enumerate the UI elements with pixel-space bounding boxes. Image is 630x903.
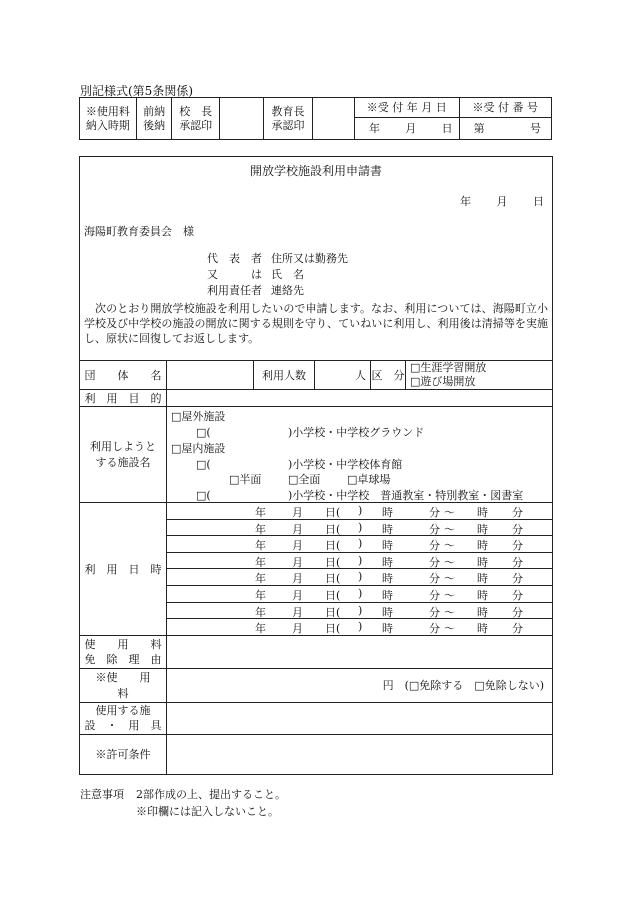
datetime-mi1: 分: [429, 588, 440, 602]
conditions-label: ※許可条件: [80, 734, 167, 774]
fee-field[interactable]: [167, 668, 553, 702]
datetime-p: ): [358, 537, 363, 551]
datetime-y: 年: [255, 555, 266, 569]
datetime-mi1: 分: [429, 605, 440, 619]
datetime-tilde: ～: [444, 622, 455, 636]
conditions-field[interactable]: [167, 734, 553, 774]
count-label: 利用人数: [254, 361, 315, 390]
datetime-row[interactable]: [167, 586, 552, 603]
datetime-m: 月: [292, 588, 303, 602]
datetime-mi2: 分: [512, 539, 523, 553]
exempt-reason-field[interactable]: [167, 635, 553, 668]
application-date[interactable]: 年 月 日: [460, 195, 544, 208]
datetime-h2: 時: [477, 622, 488, 636]
datetime-mi2: 分: [512, 555, 523, 569]
datetime-y: 年: [255, 605, 266, 619]
datetime-h1: 時: [382, 622, 393, 636]
datetime-d: 日(: [325, 588, 341, 602]
datetime-m: 月: [292, 506, 303, 519]
datetime-y: 年: [255, 522, 266, 536]
purpose-field[interactable]: [167, 390, 553, 407]
datetime-y: 年: [255, 572, 266, 586]
datetime-d: 日(: [325, 539, 341, 553]
datetime-d: 日(: [325, 572, 341, 586]
datetime-tilde: ～: [444, 572, 455, 586]
form-title: 開放学校施設利用申請書: [249, 164, 382, 178]
note-item-2: ※印欄には記入しないこと。: [136, 805, 279, 818]
table-tennis-checkbox[interactable]: □卓球場: [347, 472, 391, 486]
datetime-field[interactable]: [167, 503, 553, 636]
receipt-no-label: ※受 付 番 号: [459, 98, 551, 118]
datetime-p: ): [358, 570, 363, 584]
datetime-mi1: 分: [429, 555, 440, 569]
facility-field[interactable]: [167, 407, 553, 503]
datetime-mi1: 分: [429, 539, 440, 553]
datetime-tilde: ～: [444, 522, 455, 536]
division-options[interactable]: [406, 361, 553, 390]
datetime-row[interactable]: [167, 619, 552, 635]
datetime-y: 年: [255, 506, 266, 519]
addressee: 海陽町教育委員会 様: [84, 225, 194, 238]
gym-open[interactable]: □(: [196, 457, 211, 471]
gym-close: )小学校・中学校体育館: [288, 457, 403, 471]
datetime-row[interactable]: [167, 569, 552, 586]
edu-stamp-box[interactable]: [313, 98, 355, 140]
datetime-d: 日(: [325, 605, 341, 619]
datetime-m: 月: [292, 539, 303, 553]
fee-label: ※使 用 料: [80, 668, 167, 702]
datetime-h2: 時: [477, 522, 488, 536]
count-field[interactable]: 人: [315, 361, 371, 390]
playground-checkbox[interactable]: □遊び場開放: [410, 375, 476, 388]
datetime-h1: 時: [382, 555, 393, 569]
division-label: 区 分: [371, 361, 406, 390]
datetime-mi2: 分: [512, 506, 523, 519]
datetime-m: 月: [292, 522, 303, 536]
datetime-mi2: 分: [512, 605, 523, 619]
datetime-y: 年: [255, 622, 266, 636]
datetime-h2: 時: [477, 588, 488, 602]
group-name-field[interactable]: [167, 361, 254, 390]
datetime-h1: 時: [382, 539, 393, 553]
datetime-h2: 時: [477, 506, 488, 519]
fee-time-label: ※使用料 納入時期: [80, 98, 137, 140]
equipment-field[interactable]: [167, 702, 553, 734]
datetime-m: 月: [292, 555, 303, 569]
indoor-checkbox[interactable]: □屋内施設: [171, 441, 226, 455]
fee-value: 円 (□免除する □免除しない): [382, 679, 544, 693]
prepay-label: 前納: [143, 104, 166, 118]
datetime-p: ): [358, 586, 363, 600]
principal-stamp-box[interactable]: [220, 98, 264, 140]
datetime-label: 利 用 日 時: [80, 503, 167, 636]
group-name-label: 団 体 名: [80, 361, 167, 390]
principal-stamp-label: 校 長 承認印: [172, 98, 220, 140]
datetime-h2: 時: [477, 605, 488, 619]
datetime-mi1: 分: [429, 522, 440, 536]
datetime-row[interactable]: [167, 520, 552, 537]
datetime-h1: 時: [382, 522, 393, 536]
outdoor-checkbox[interactable]: □屋外施設: [171, 409, 226, 423]
datetime-mi1: 分: [429, 506, 440, 519]
applicant-block: 代 表 者 住所又は勤務先 又 は 氏 名 利用責任者 連絡先: [207, 252, 348, 297]
datetime-mi1: 分: [429, 572, 440, 586]
datetime-d: 日(: [325, 506, 341, 519]
datetime-mi1: 分: [429, 622, 440, 636]
datetime-mi2: 分: [512, 622, 523, 636]
datetime-rows: [167, 503, 552, 635]
datetime-h1: 時: [382, 605, 393, 619]
application-table: [79, 360, 553, 775]
datetime-mi2: 分: [512, 588, 523, 602]
lifelong-learning-checkbox[interactable]: □生涯学習開放: [410, 361, 487, 374]
datetime-y: 年: [255, 539, 266, 553]
datetime-m: 月: [292, 622, 303, 636]
datetime-h1: 時: [382, 572, 393, 586]
datetime-m: 月: [292, 572, 303, 586]
datetime-row[interactable]: [167, 536, 552, 553]
edu-stamp-label: 教育長 承認印: [263, 98, 313, 140]
half-court-checkbox[interactable]: □半面: [229, 472, 262, 486]
outdoor-item-open[interactable]: □(: [196, 425, 211, 439]
datetime-tilde: ～: [444, 506, 455, 519]
datetime-d: 日(: [325, 522, 341, 536]
datetime-h2: 時: [477, 539, 488, 553]
form-label: 別記様式(第5条関係): [80, 84, 193, 98]
approval-table: [79, 97, 552, 140]
exempt-reason-label: 使 用 料 免 除 理 由: [80, 635, 167, 668]
notes-label: 注意事項: [80, 788, 124, 801]
room-close: )小学校・中学校 普通教室・特別教室・図書室: [288, 488, 524, 502]
prepay-postpay-cell[interactable]: [136, 98, 172, 140]
datetime-mi2: 分: [512, 522, 523, 536]
notes: [80, 786, 286, 820]
datetime-row[interactable]: [167, 503, 552, 520]
note-item-1: 2部作成の上、提出すること。: [136, 788, 286, 801]
datetime-h1: 時: [382, 506, 393, 519]
postpay-label: 後納: [143, 118, 166, 132]
datetime-p: ): [358, 553, 363, 567]
receipt-no-field[interactable]: 第 号: [459, 118, 551, 140]
datetime-p: ): [358, 620, 363, 634]
datetime-p: ): [358, 603, 363, 617]
datetime-h2: 時: [477, 572, 488, 586]
purpose-label: 利 用 目 的: [80, 390, 167, 407]
datetime-m: 月: [292, 605, 303, 619]
datetime-tilde: ～: [444, 588, 455, 602]
datetime-mi2: 分: [512, 572, 523, 586]
outdoor-item-close: )小学校・中学校グラウンド: [288, 425, 425, 439]
receipt-date-label: ※受 付 年 月 日: [355, 98, 460, 118]
datetime-d: 日(: [325, 555, 341, 569]
full-court-checkbox[interactable]: □全面: [288, 472, 321, 486]
room-open[interactable]: □(: [196, 488, 211, 502]
datetime-p: ): [358, 520, 363, 534]
datetime-y: 年: [255, 588, 266, 602]
datetime-h1: 時: [382, 588, 393, 602]
datetime-row[interactable]: [167, 553, 552, 570]
equipment-label: 使用する施 設 ・ 用 具: [80, 702, 167, 734]
datetime-tilde: ～: [444, 605, 455, 619]
application-header-box: [79, 156, 553, 361]
datetime-h2: 時: [477, 555, 488, 569]
receipt-date-field[interactable]: 年 月 日: [355, 118, 460, 140]
facility-label: 利用しようと する施設名: [80, 407, 167, 503]
datetime-d: 日(: [325, 622, 341, 636]
datetime-p: ): [358, 504, 363, 517]
application-body-text: 次のとおり開放学校施設を利用したいので申請します。なお、利用については、海陽町立小学校及び中学校の施設の開放に関する規則を守り、ていねいに利用し、利用後は清掃等を実施し、原状に回復してお返しします。: [84, 302, 548, 345]
datetime-tilde: ～: [444, 539, 455, 553]
datetime-row[interactable]: [167, 603, 552, 620]
datetime-tilde: ～: [444, 555, 455, 569]
